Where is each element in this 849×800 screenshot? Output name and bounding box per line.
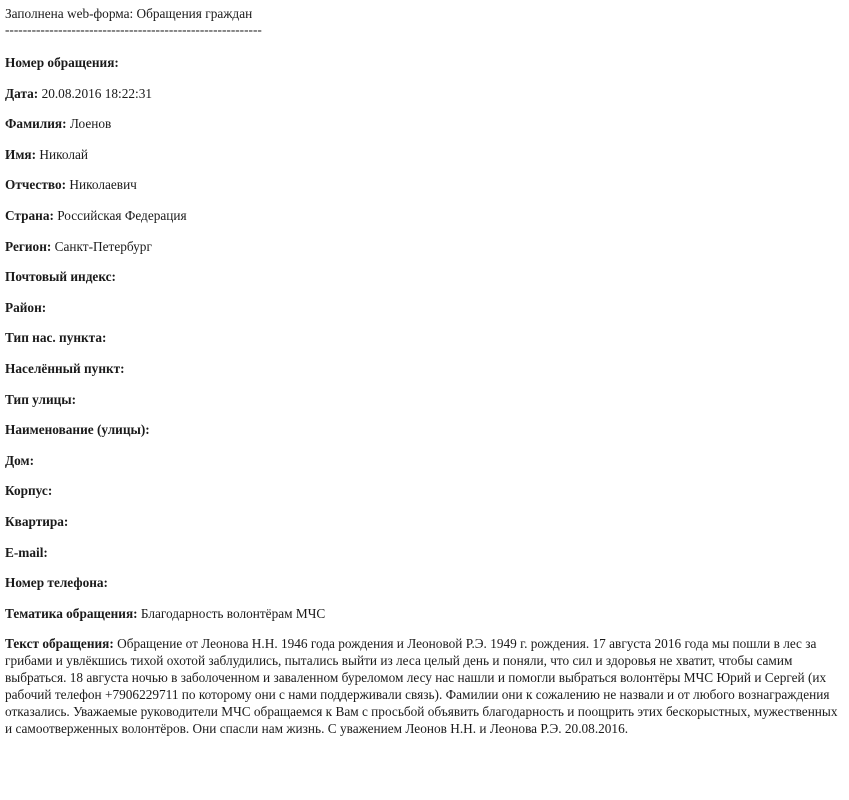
field-postal-code [5,268,845,285]
message-body: Обращение от Леонова Н.Н. 1946 года рождения и Леоновой Р.Э. 1949 г. рождения. 17 августа 2016 года мы пошли в лес за грибами и увлёкшись тихой охотой заблудились, пытались выйти из леса целый день и поняли, что сил и здоровья не хватит, чтобы самим выбраться. 18 августа ночью в заболоченном и заваленном буреломом лесу нас нашли и помогли выбраться волонтёры МЧС Юрий и Сергей (их рабочий телефон +7906229711 по которому они с нами поддерживали связь). Фамилии они к сожалению не назвали и от любого вознаграждения отказались. Уважаемые руководители МЧС обращаемся к Вам с просьбой объявить благодарность и поощрить этих бескорыстных, мужественных и самоотверженных волонтёров. Они спасли нам жизнь. С уважением Леонов Н.Н. и Леонова Р.Э. 20.08.2016. [5,635,838,736]
field-label: Регион: [5,238,52,254]
field-label: Корпус: [5,483,53,499]
field-value: Российская Федерация [57,207,187,223]
field-topic [5,605,845,622]
field-house [5,452,845,469]
field-email [5,544,845,561]
field-value: Лоенов [69,116,112,132]
field-first-name [5,146,845,163]
field-value: Благодарность волонтёрам МЧС [140,605,326,621]
field-label: Текст обращения: [5,635,114,651]
field-label: Отчество: [5,177,67,193]
form-fields [5,54,845,622]
field-country [5,207,845,224]
field-label: Страна: [5,207,54,223]
field-phone [5,574,845,591]
field-label: E-mail: [5,544,48,560]
field-date [5,85,845,102]
field-settlement-type [5,329,845,346]
field-label: Номер обращения: [5,55,119,70]
field-street-type [5,391,845,408]
field-patronymic [5,176,845,193]
field-district [5,299,845,316]
field-label: Населённый пункт: [5,360,125,376]
header-divider: ---------------------------------------------------------- [5,22,262,37]
document-title: Заполнена web-форма: Обращения граждан [5,6,253,21]
field-building [5,482,845,499]
field-label: Тип нас. пункта: [5,330,107,346]
field-value: Санкт-Петербург [54,238,152,254]
field-label: Дом: [5,452,35,468]
field-value: 20.08.2016 18:22:31 [41,85,153,101]
field-label: Почтовый индекс: [5,269,116,285]
field-value: Николаевич [69,177,137,193]
field-label: Дата: [5,85,39,101]
field-request-number [5,54,845,71]
field-label: Номер телефона: [5,575,108,591]
field-message-text [5,635,847,737]
field-label: Тип улицы: [5,391,77,407]
field-label: Имя: [5,146,37,162]
field-label: Тематика обращения: [5,605,138,621]
field-value: Николай [39,146,88,162]
field-label: Квартира: [5,513,69,529]
field-region [5,238,845,255]
field-label: Наименование (улицы): [5,422,150,438]
field-settlement [5,360,845,377]
field-label: Фамилия: [5,116,67,132]
field-label: Район: [5,299,47,315]
field-surname [5,115,845,132]
field-street-name [5,421,845,438]
field-apartment [5,513,845,530]
